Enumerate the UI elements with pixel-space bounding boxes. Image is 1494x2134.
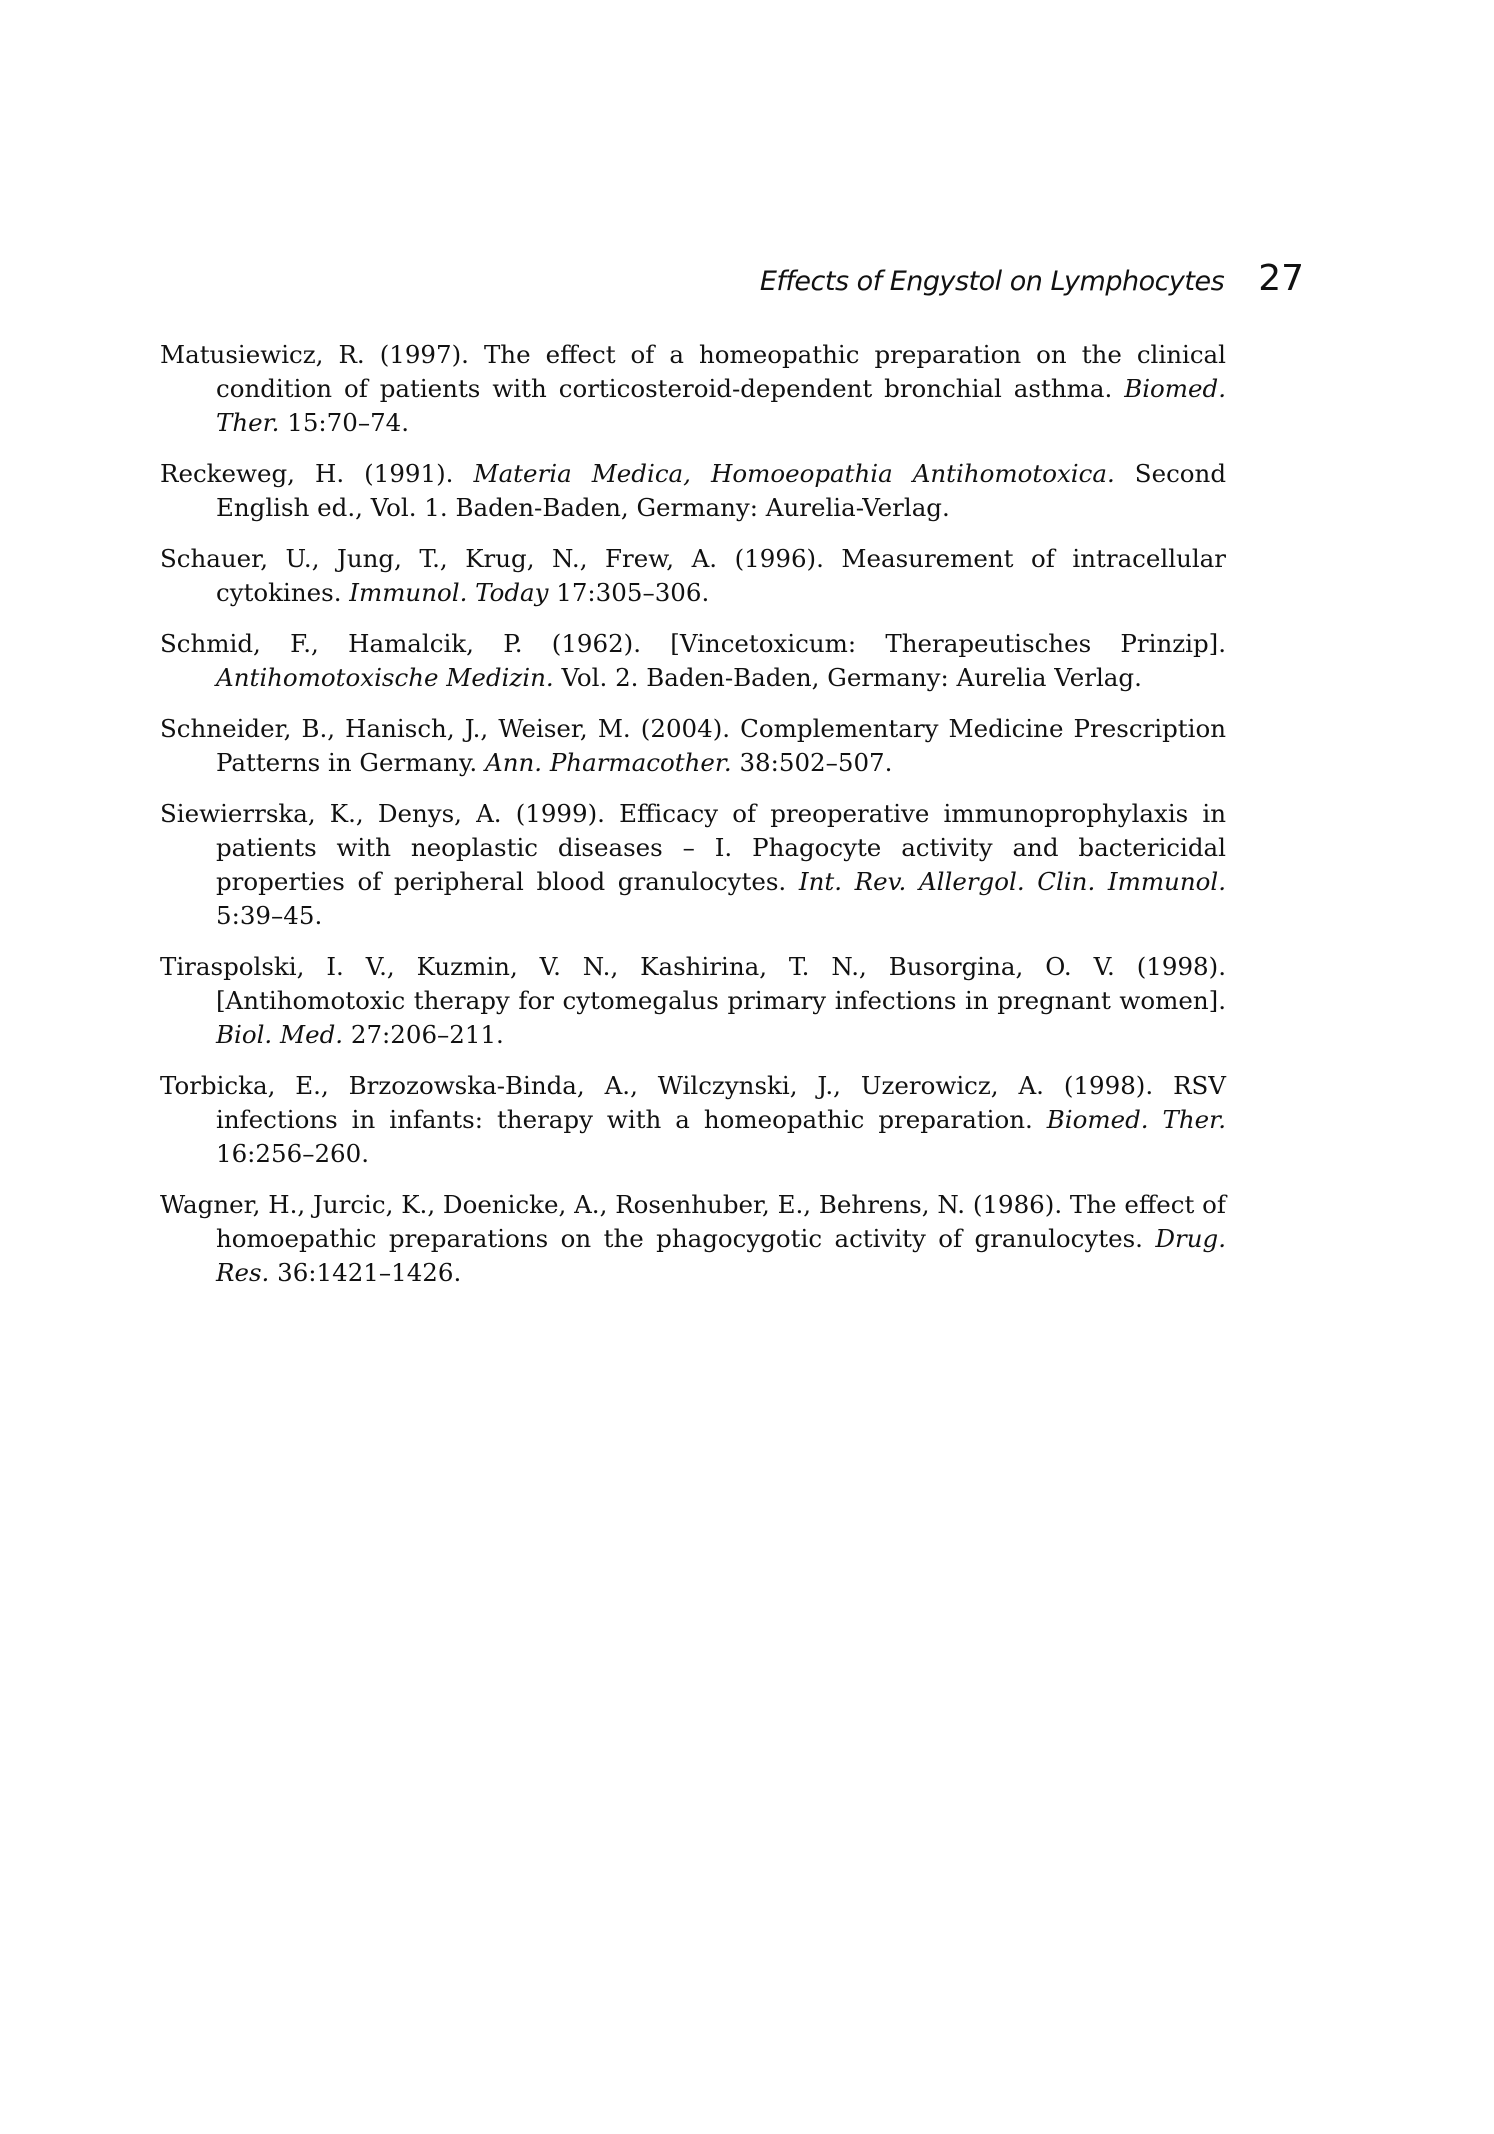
reference-details: 27:206–211. bbox=[343, 1020, 504, 1049]
reference-entry bbox=[160, 1069, 1226, 1171]
reference-details: 15:70–74. bbox=[279, 408, 410, 437]
reference-details: Second English ed., Vol. 1. Baden-Baden, Germany: Aurelia-Verlag. bbox=[216, 459, 1227, 522]
reference-entry bbox=[160, 712, 1226, 780]
reference-text: Tiraspolski, I. V., Kuzmin, V. N., Kashirina, T. N., Busorgina, O. V. (1998). [Antihomotoxic therapy for cytomegalus primary infections in pregnant women]. bbox=[160, 952, 1226, 1015]
reference-text: Siewierrska, K., Denys, A. (1999). Efficacy of preoperative immunoprophylaxis in patients with neoplastic diseases – I. Phagocyte activity and bactericidal properties of peripheral blood granulocytes. bbox=[160, 799, 1226, 896]
journal-title: Antihomotoxische Medizin. bbox=[216, 663, 554, 692]
journal-title: Drug. Res. bbox=[216, 1224, 1226, 1287]
journal-title: Biomed. Ther. bbox=[216, 374, 1226, 437]
journal-title: Immunol. Today bbox=[349, 578, 549, 607]
journal-title: Biomed. Ther. bbox=[1046, 1105, 1226, 1134]
reference-text: Wagner, H., Jurcic, K., Doenicke, A., Rosenhuber, E., Behrens, N. (1986). The effect of homoepathic preparations on the phagocygotic activity of granulocytes. bbox=[160, 1190, 1226, 1253]
reference-text: Reckeweg, H. (1991). bbox=[160, 459, 474, 488]
reference-details: Vol. 2. Baden-Baden, Germany: Aurelia Verlag. bbox=[553, 663, 1142, 692]
journal-title: Int. Rev. Allergol. Clin. Immunol. bbox=[798, 867, 1226, 896]
reference-text: Torbicka, E., Brzozowska-Binda, A., Wilczynski, J., Uzerowicz, A. (1998). RSV infections in infants: therapy with a homeopathic preparation. bbox=[160, 1071, 1226, 1134]
reference-details: 17:305–306. bbox=[548, 578, 710, 607]
reference-entry bbox=[160, 1188, 1226, 1290]
reference-entry bbox=[160, 338, 1226, 440]
reference-text: Schneider, B., Hanisch, J., Weiser, M. (2004). Complementary Medicine Prescription Patterns in Germany. bbox=[160, 714, 1226, 777]
reference-text: Matusiewicz, R. (1997). The effect of a homeopathic preparation on the clinical condition of patients with corticosteroid-dependent bronchial asthma. bbox=[160, 340, 1226, 403]
reference-details: 5:39–45. bbox=[216, 901, 323, 930]
reference-list bbox=[160, 338, 1226, 1307]
reference-text: Schmid, F., Hamalcik, P. (1962). [Vincetoxicum: Therapeutisches Prinzip]. bbox=[160, 629, 1226, 658]
journal-title: Ann. Pharmacother. bbox=[485, 748, 732, 777]
reference-details: 16:256–260. bbox=[216, 1139, 369, 1168]
reference-entry bbox=[160, 457, 1226, 525]
reference-details: 36:1421–1426. bbox=[269, 1258, 462, 1287]
running-title: Effects of Engystol on Lymphocytes bbox=[759, 266, 1225, 297]
reference-text: Schauer, U., Jung, T., Krug, N., Frew, A. (1996). Measurement of intracellular cytokines. bbox=[160, 544, 1226, 607]
page-number: 27 bbox=[1258, 258, 1304, 299]
reference-entry bbox=[160, 627, 1226, 695]
journal-title: Materia Medica, Homoeopathia Antihomotoxica. bbox=[473, 459, 1115, 488]
journal-title: Biol. Med. bbox=[216, 1020, 344, 1049]
running-header bbox=[760, 258, 1304, 299]
reference-entry bbox=[160, 542, 1226, 610]
reference-entry bbox=[160, 950, 1226, 1052]
reference-entry bbox=[160, 797, 1226, 933]
reference-details: 38:502–507. bbox=[731, 748, 893, 777]
